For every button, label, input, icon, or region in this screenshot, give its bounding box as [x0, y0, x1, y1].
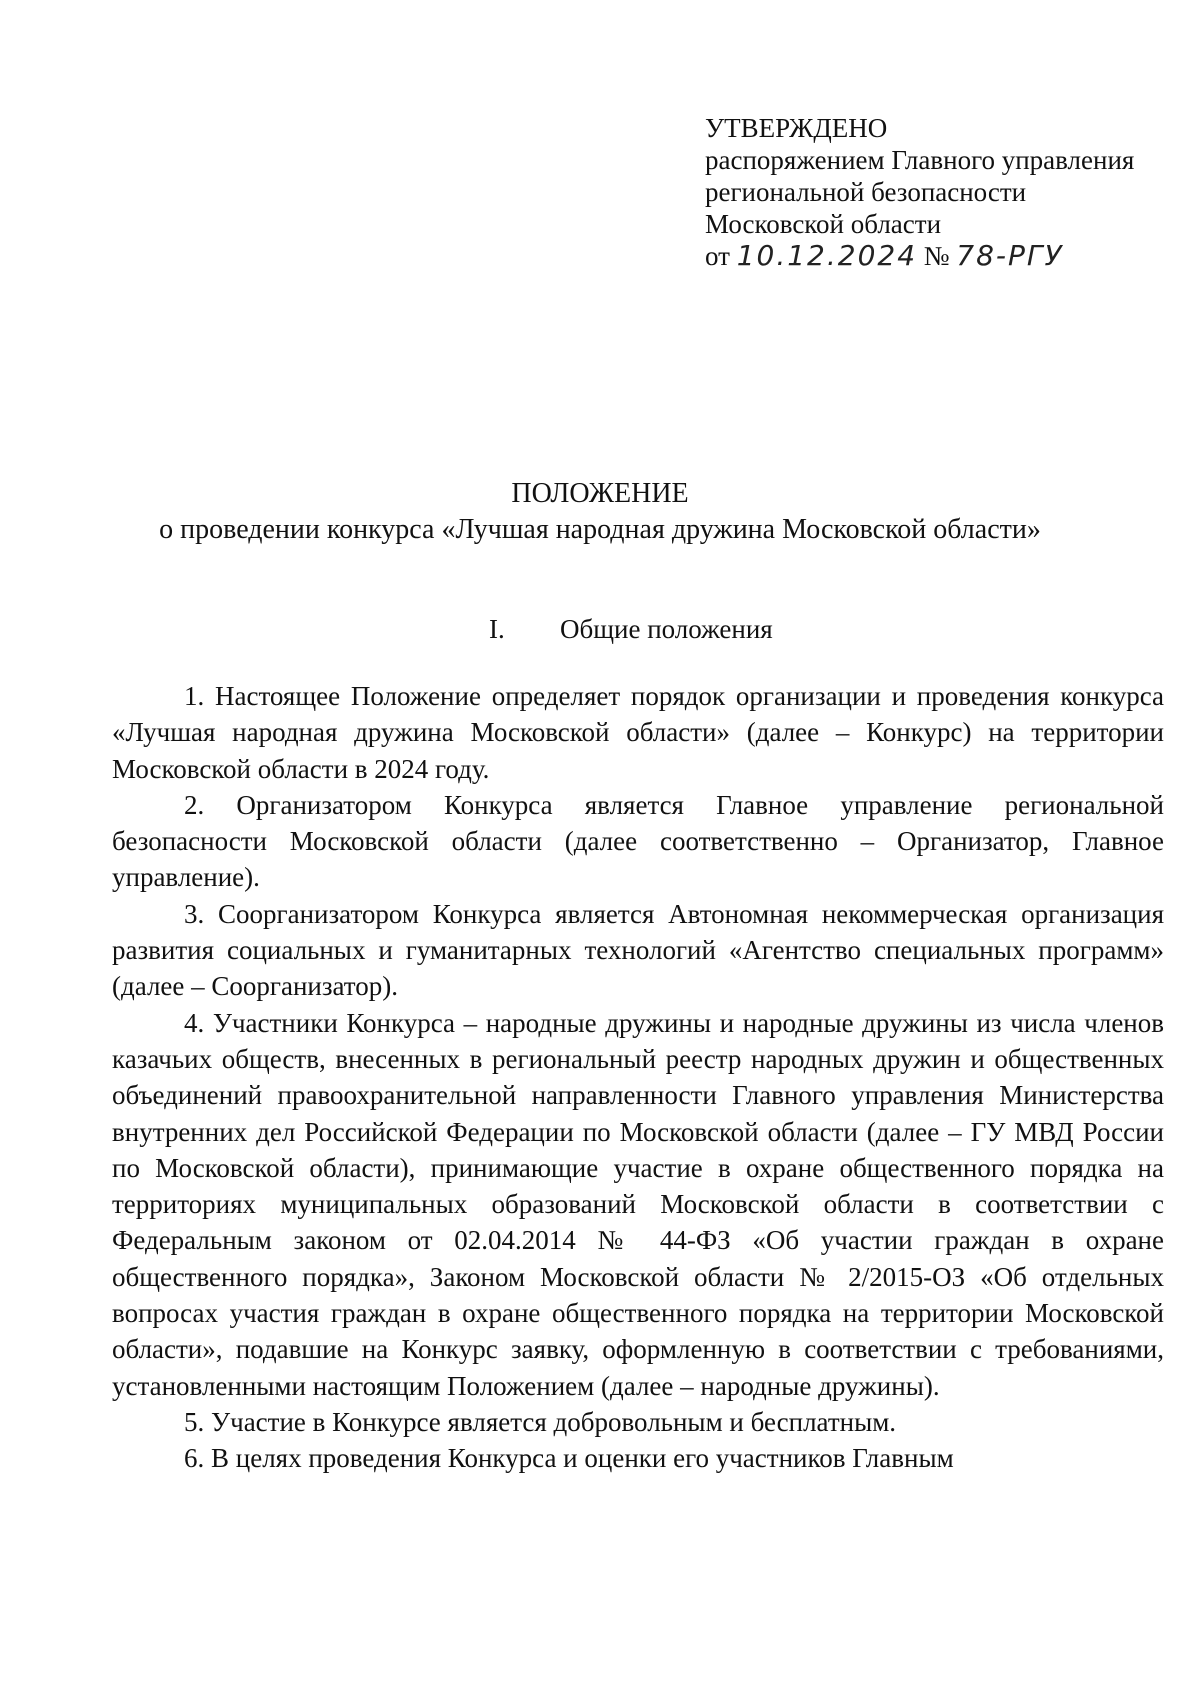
approval-stamp-block [705, 112, 1185, 272]
document-title: ПОЛОЖЕНИЕ [511, 478, 689, 509]
section-number: I. [489, 614, 505, 644]
approval-heading: УТВЕРЖДЕНО [705, 113, 888, 143]
approval-line-1: распоряжением Главного управления [705, 145, 1135, 175]
paragraph-2: 2. Организатором Конкурса является Главное управление региональной безопасности Московской области (далее соответственно – Организатор, Главное управление). [112, 789, 1164, 893]
handwritten-number: 78-РГУ [956, 239, 1064, 272]
date-prefix: от [705, 241, 730, 271]
handwritten-date: 10.12.2024 [736, 239, 918, 272]
paragraph-5: 5. Участие в Конкурсе является добровольным и бесплатным. [184, 1406, 897, 1437]
paragraph-6: 6. В целях проведения Конкурса и оценки его участников Главным [184, 1443, 954, 1474]
number-sign: № [923, 241, 950, 271]
section-name: Общие положения [560, 614, 773, 644]
paragraph-1: 1. Настоящее Положение определяет порядок организации и проведения конкурса «Лучшая народная дружина Московской области» (далее – Конкурс) на территории Московской области в 2024 году. [112, 681, 1164, 784]
paragraph-4: 4. Участники Конкурса – народные дружины и народные дружины из числа членов казачьих обществ, внесенных в региональный реестр народных дружин и общественных объединений правоохранительной направленности Главного управления Министерства внутренних дел Российской Федерации по Московской области (далее – ГУ МВД России по Московской области), принимающие участие в охране общественного порядка на территориях муниципальных образований Московской области в соответствии с Федеральным законом от 02.04.2014 № 44-ФЗ «Об участии граждан в охране общественного порядка», Законом Московской области № 2/2015-ОЗ «Об отдельных вопросах участия граждан в охране общественного порядка на территории Московской области», подавшие на Конкурс заявку, оформленную в соответствии с требованиями, установленными настоящим Положением (далее – народные дружины). [112, 1007, 1164, 1401]
document-body [112, 678, 1164, 1477]
approval-date-line [705, 240, 1185, 272]
document-subtitle: о проведении конкурса «Лучшая народная дружина Московской области» [159, 514, 1041, 545]
paragraph-3: 3. Соорганизатором Конкурса является Автономная некоммерческая организация развития социальных и гуманитарных технологий «Агентство специальных программ» (далее – Соорганизатор). [112, 898, 1164, 1002]
approval-line-3: Московской области [705, 209, 942, 239]
approval-line-2: региональной безопасности [705, 177, 1027, 207]
